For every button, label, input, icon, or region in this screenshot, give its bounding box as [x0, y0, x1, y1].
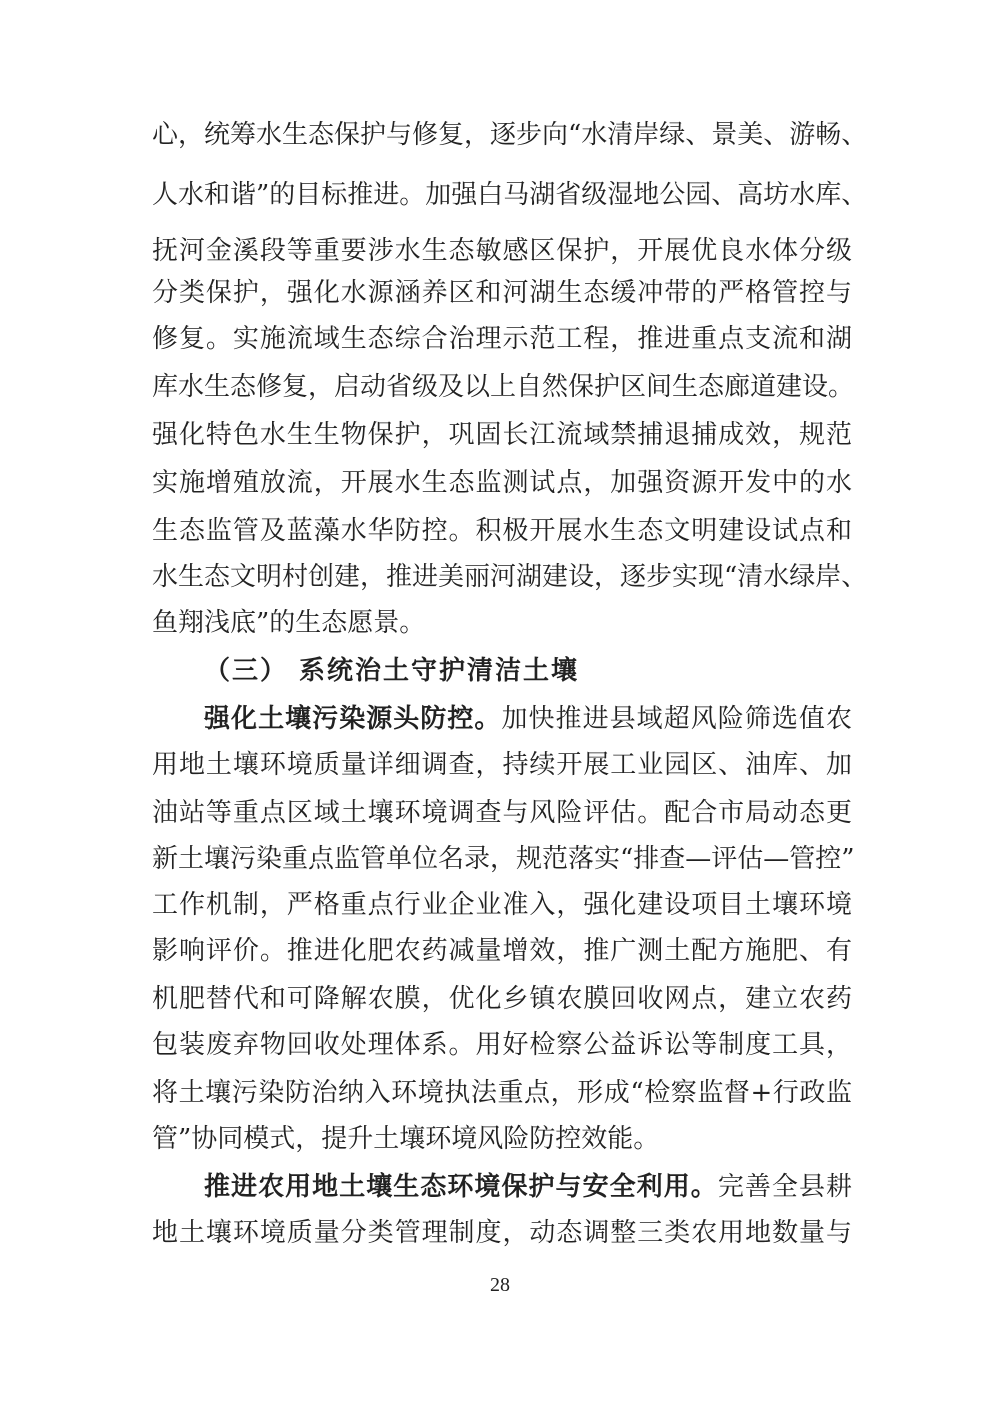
paragraph-line: 用地土壤环境质量详细调查，持续开展工业园区、油库、加: [152, 750, 852, 780]
paragraph-line: 鱼翔浅底”的生态愿景。: [152, 608, 426, 638]
paragraph-line: 新土壤污染重点监管单位名录，规范落实“排查—评估—管控”: [152, 844, 855, 874]
paragraph-line: 实施增殖放流，开展水生态监测试点，加强资源开发中的水: [152, 468, 852, 498]
paragraph-lead-rest: 完善全县耕: [717, 1172, 852, 1202]
paragraph-line: 将土壤污染防治纳入环境执法重点，形成“检察监督+行政监: [152, 1078, 852, 1108]
paragraph-lead-bold: 强化土壤污染源头防控。: [204, 704, 502, 734]
paragraph-line: 水生态文明村创建，推进美丽河湖建设，逐步实现“清水绿岸、: [152, 562, 868, 592]
paragraph-line: 修复。实施流域生态综合治理示范工程，推进重点支流和湖: [152, 324, 852, 354]
paragraph-line: 包装废弃物回收处理体系。用好检察公益诉讼等制度工具，: [152, 1030, 852, 1060]
paragraph-line: 地土壤环境质量分类管理制度，动态调整三类农用地数量与: [152, 1218, 852, 1248]
paragraph-lead-rest: 加快推进县域超风险筛选值农: [501, 704, 852, 734]
section-heading: （三） 系统治土守护清洁土壤: [204, 656, 580, 686]
paragraph-line: 抚河金溪段等重要涉水生态敏感区保护，开展优良水体分级: [152, 236, 852, 266]
paragraph-line: 工作机制，严格重点行业企业准入，强化建设项目土壤环境: [152, 890, 852, 920]
paragraph-line: 油站等重点区域土壤环境调查与风险评估。配合市局动态更: [152, 798, 852, 828]
paragraph-line: 库水生态修复，启动省级及以上自然保护区间生态廊道建设。: [152, 372, 855, 402]
paragraph-first-line: [204, 702, 852, 736]
paragraph-line: 人水和谐”的目标推进。加强白马湖省级湿地公园、高坊水库、: [152, 180, 868, 210]
page-number: 28: [490, 1274, 510, 1296]
paragraph-line: 机肥替代和可降解农膜，优化乡镇农膜回收网点，建立农药: [152, 984, 852, 1014]
paragraph-line: 影响评价。推进化肥农药减量增效，推广测土配方施肥、有: [152, 936, 852, 966]
paragraph-line: 心，统筹水生态保护与修复，逐步向“水清岸绿、景美、游畅、: [152, 120, 868, 150]
paragraph-line: 分类保护，强化水源涵养区和河湖生态缓冲带的严格管控与: [152, 278, 852, 308]
paragraph-line: 生态监管及蓝藻水华防控。积极开展水生态文明建设试点和: [152, 516, 852, 546]
paragraph-first-line: [204, 1170, 852, 1204]
paragraph-lead-bold: 推进农用地土壤生态环境保护与安全利用。: [204, 1172, 718, 1202]
paragraph-line: 强化特色水生生物保护，巩固长江流域禁捕退捕成效，规范: [152, 420, 852, 450]
paragraph-line: 管”协同模式，提升土壤环境风险防控效能。: [152, 1124, 660, 1154]
